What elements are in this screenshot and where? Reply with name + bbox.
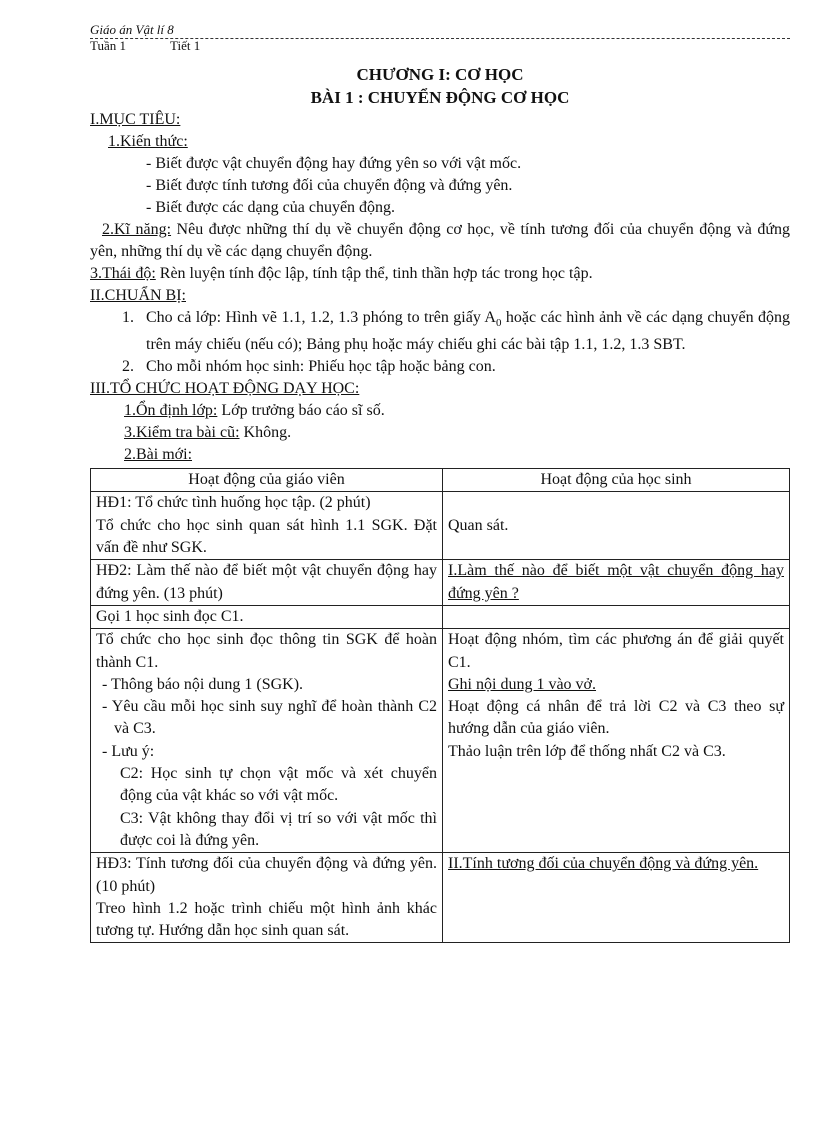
teacher-cell xyxy=(91,492,443,560)
teacher-text: Gọi 1 học sinh đọc C1. xyxy=(96,607,244,625)
preparation-item-subscript: 0 xyxy=(495,317,502,330)
activities-heading: III.TỔ CHỨC HOẠT ĐỘNG DẠY HỌC: xyxy=(90,380,360,398)
document-page xyxy=(90,22,790,943)
table-row xyxy=(91,492,790,560)
preparation-item-1 xyxy=(90,307,790,356)
teacher-bullet: - Lưu ý: xyxy=(102,742,155,760)
teacher-cell xyxy=(91,560,443,606)
knowledge-item: - Biết được các dạng của chuyển động. xyxy=(146,199,396,216)
student-note: Ghi nội dung 1 vào vở. xyxy=(448,675,597,693)
column-header-student: Hoạt động của học sinh xyxy=(443,469,790,492)
table-row xyxy=(91,853,790,943)
lesson-activity-table xyxy=(90,468,790,943)
student-text: Hoạt động cá nhân để trả lời C2 và C3 theo sự hướng dẫn của giáo viên. xyxy=(448,698,784,738)
student-cell xyxy=(443,605,790,628)
attitude-paragraph xyxy=(90,263,790,285)
attitude-text: Rèn luyện tính độc lập, tính tập thể, tinh thần hợp tác trong học tập. xyxy=(155,265,593,282)
new-lesson-row xyxy=(90,444,790,466)
header-week-period xyxy=(90,39,790,55)
activity-title: HĐ3: Tính tương đối của chuyển động và đứng yên. (10 phút) xyxy=(96,855,437,895)
skills-heading: 2.Kĩ năng: xyxy=(102,221,172,238)
preparation-item-number: 1. xyxy=(122,309,134,326)
stabilize-heading: 1.Ổn định lớp: xyxy=(124,402,218,420)
knowledge-item: - Biết được vật chuyển động hay đứng yên so với vật mốc. xyxy=(146,155,522,172)
student-cell xyxy=(443,492,790,560)
teacher-text: Tổ chức cho học sinh đọc thông tin SGK để hoàn thành C1. xyxy=(96,631,437,671)
teacher-bullet: - Yêu cầu mỗi học sinh suy nghĩ để hoàn thành C2 và C3. xyxy=(102,698,437,738)
preparation-item-number: 2. xyxy=(122,358,134,376)
header-week: Tuần 1 xyxy=(90,38,127,53)
table-row xyxy=(91,605,790,628)
teacher-cell xyxy=(91,605,443,628)
student-cell xyxy=(443,853,790,943)
table-row xyxy=(91,560,790,606)
skills-paragraph xyxy=(90,219,790,263)
check-heading: 3.Kiểm tra bài cũ: xyxy=(124,424,240,442)
teacher-text: Treo hình 1.2 hoặc trình chiếu một hình ảnh khác tương tự. Hướng dẫn học sinh quan sát. xyxy=(96,899,437,940)
preparation-item-text-cont: hoặc các hình ảnh về các dạng chuyển động trên máy chiếu (nếu có); Bảng phụ hoặc máy chiếu ghi các bài tập 1.1, 1.2, 1.3 SBT. xyxy=(146,309,790,354)
preparation-heading: II.CHUẨN BỊ: xyxy=(90,287,186,304)
lesson-title: BÀI 1 : CHUYỂN ĐỘNG CƠ HỌC xyxy=(310,88,570,107)
header-subject: Giáo án Vật lí 8 xyxy=(90,22,174,37)
preparation-item-2 xyxy=(90,356,790,378)
table-header-row xyxy=(91,469,790,492)
teacher-cell xyxy=(91,853,443,943)
new-lesson-heading: 2.Bài mới: xyxy=(124,446,193,464)
skills-text: Nêu được những thí dụ về chuyển động cơ học, về tính tương đối của chuyển động và đứng yên, những thí dụ về các dạng chuyển động. xyxy=(90,221,791,260)
stabilize-row xyxy=(90,400,790,422)
check-text: Không. xyxy=(239,424,292,442)
activity-title: HĐ2: Làm thế nào để biết một vật chuyển động hay đứng yên. (13 phút) xyxy=(96,562,437,602)
teacher-cell xyxy=(91,629,443,853)
student-section-title: I.Làm thế nào để biết một vật chuyển động hay đứng yên ? xyxy=(448,562,784,602)
teacher-text: Tổ chức cho học sinh quan sát hình 1.1 SGK. Đặt vấn đề như SGK. xyxy=(96,516,437,557)
student-cell xyxy=(443,560,790,606)
preparation-item-text: Cho mỗi nhóm học sinh: Phiếu học tập hoặc bảng con. xyxy=(146,358,496,376)
student-cell xyxy=(443,629,790,853)
knowledge-heading-row xyxy=(90,131,790,153)
check-row xyxy=(90,422,790,444)
table-row xyxy=(91,629,790,853)
knowledge-heading: 1.Kiến thức: xyxy=(108,133,188,150)
student-section-title: II.Tính tương đối của chuyển động và đứng yên. xyxy=(448,855,759,873)
chapter-title: CHƯƠNG I: CƠ HỌC xyxy=(356,65,524,84)
student-text: Thảo luận trên lớp để thống nhất C2 và C3. xyxy=(448,742,726,760)
objectives-heading: I.MỤC TIÊU: xyxy=(90,111,181,128)
column-header-teacher: Hoạt động của giáo viên xyxy=(91,469,443,492)
preparation-item-text: Cho cả lớp: Hình vẽ 1.1, 1.2, 1.3 phóng to trên giấy A xyxy=(146,309,496,326)
teacher-note-c3: C3: Vật không thay đổi vị trí so với vật mốc thì được coi là đứng yên. xyxy=(120,809,437,849)
header-period: Tiết 1 xyxy=(170,38,201,53)
attitude-heading: 3.Thái độ: xyxy=(90,265,156,282)
spacer xyxy=(448,492,784,514)
activity-title: HĐ1: Tổ chức tình huống học tập. (2 phút) xyxy=(96,494,371,512)
student-text: Quan sát. xyxy=(448,516,509,534)
stabilize-text: Lớp trưởng báo cáo sĩ số. xyxy=(217,402,385,420)
student-text: Hoạt động nhóm, tìm các phương án để giải quyết C1. xyxy=(448,631,784,671)
teacher-note-c2: C2: Học sinh tự chọn vật mốc và xét chuyển động của vật khác so với vật mốc. xyxy=(120,765,437,805)
teacher-bullet: - Thông báo nội dung 1 (SGK). xyxy=(102,675,304,693)
knowledge-item: - Biết được tính tương đối của chuyển động và đứng yên. xyxy=(146,177,513,194)
